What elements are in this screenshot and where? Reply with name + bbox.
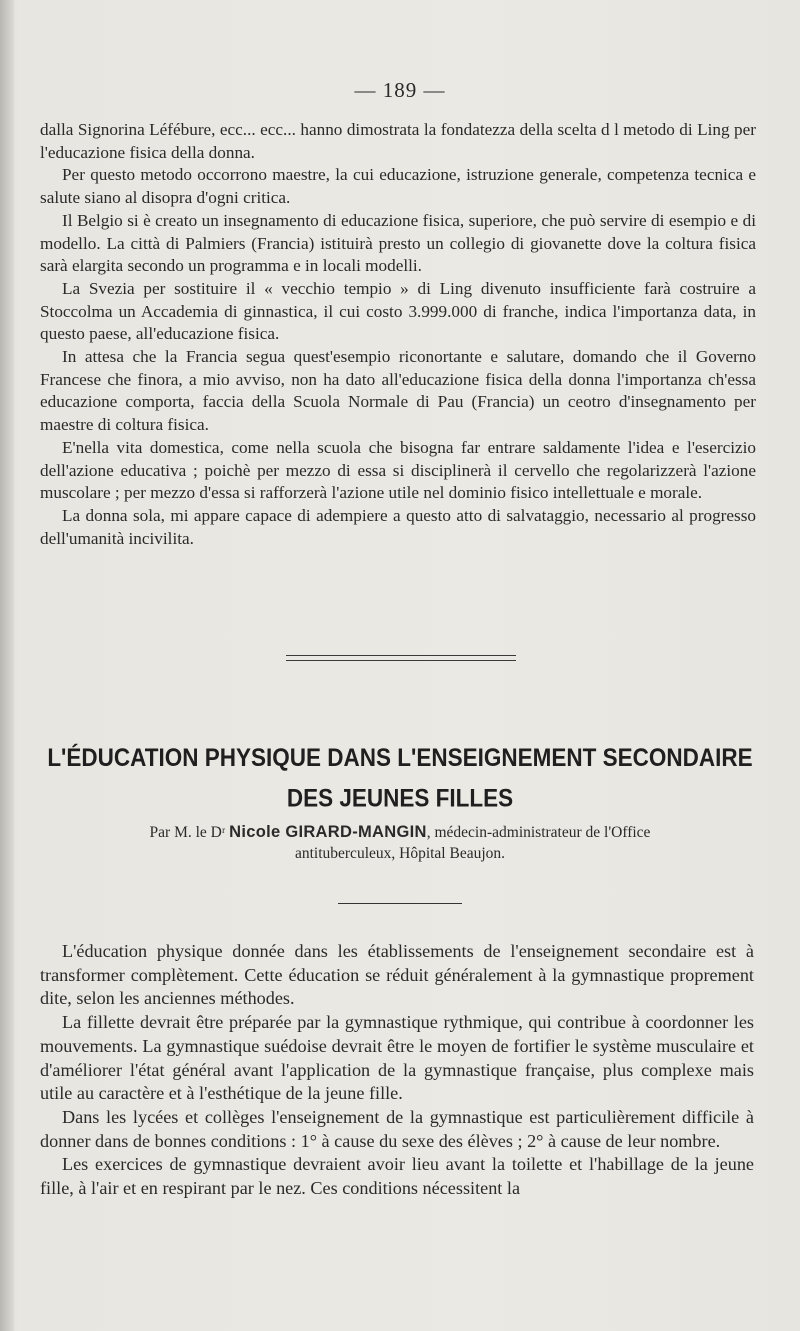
paragraph: Les exercices de gymnastique devraient avoir lieu avant la toilette et l'habillage de la jeune fille, à l'air et en respirant par le nez. Ces conditions nécessitent la	[40, 1154, 754, 1199]
author-role: , médecin-administrateur de l'Office	[426, 824, 651, 841]
section-divider-double	[286, 655, 516, 661]
article-title	[0, 738, 800, 819]
paragraph: La Svezia per sostituire il « vecchio tempio » di Ling divenuto insufficiente farà costruire a Stoccolma un Accademia di ginnastica, il cui costo 3.999.000 di franche, indica l'importanza data, in questo paese, all'educazione fisica.	[40, 278, 756, 344]
title-line-2: DES JEUNES FILLES	[286, 783, 514, 812]
paragraph: E'nella vita domestica, come nella scuola che bisogna far entrare saldamente l'idea e l'esercizio dell'azione educativa ; poichè per mezzo di essa si disciplinerà il cervello che regolarizzerà l'azione muscolare ; per mezzo d'essa si rafforzerà l'azione utile nel dominio fisico intellettuale e morale.	[40, 437, 756, 503]
paragraph: L'éducation physique donnée dans les établissements de l'enseignement secondaire est à transformer complètement. Cette éducation se réduit généralement à la gymnastique proprement dite, selon les anciennes méthodes.	[40, 941, 754, 1009]
paragraph: La fillette devrait être préparée par la gymnastique rythmique, qui contribue à coordonner les mouvements. La gymnastique suédoise devrait être le moyen de fortifier le système musculaire et d'améliorer l'état général avant l'application de la gymnastique française, plus complexe mais utile au caractère et à l'esthétique de la jeune fille.	[40, 1012, 754, 1104]
paragraph: La donna sola, mi appare capace di adempiere a questo atto di salvataggio, necessario al progresso dell'umanità incivilita.	[40, 505, 756, 548]
paragraph: Il Belgio si è creato un insegnamento di educazione fisica, superiore, che può servire di esempio e di modello. La città di Palmiers (Francia) istituirà presto un collegio di giovanette dove la coltura fisica sarà elargita secondo un programma e in locali modelli.	[40, 210, 756, 276]
paragraph: In attesa che la Francia segua quest'esempio riconortante e salutare, domando che il Governo Francese che finora, a mio avviso, non ha dato all'educazione fisica della donna l'importanza ch'essa educazione comporta, faccia della Scuola Normale di Pau (Francia) un ceotro d'insegnamento per maestre di coltura fisica.	[40, 347, 756, 435]
page-number: — 189 —	[354, 78, 446, 102]
title-line-1: L'ÉDUCATION PHYSIQUE DANS L'ENSEIGNEMENT SECONDAIRE	[47, 743, 753, 772]
author-prefix: Par M. le Dʳ	[149, 824, 230, 841]
paragraph: Per questo metodo occorrono maestre, la cui educazione, istruzione generale, competenza tecnica e salute siano al disopra d'ogni critica.	[40, 165, 756, 208]
page-gutter-shadow	[0, 0, 14, 1331]
italian-text-block	[40, 119, 756, 550]
author-byline	[0, 822, 800, 864]
author-name: Nicole GIRARD-MANGIN	[229, 823, 427, 841]
paragraph: dalla Signorina Léfébure, ecc... ecc... hanno dimostrata la fondatezza della scelta d l metodo di Ling per l'educazione fisica della donna.	[40, 120, 756, 162]
french-text-block	[40, 940, 754, 1201]
author-line-2: antituberculeux, Hôpital Beaujon.	[294, 845, 506, 862]
paragraph: Dans les lycées et collèges l'enseignement de la gymnastique est particulièrement difficile à donner dans de bonnes conditions : 1° à cause du sexe des élèves ; 2° à cause de leur nombre.	[40, 1106, 754, 1151]
section-divider-single	[338, 903, 462, 904]
author-line-1	[0, 822, 800, 843]
